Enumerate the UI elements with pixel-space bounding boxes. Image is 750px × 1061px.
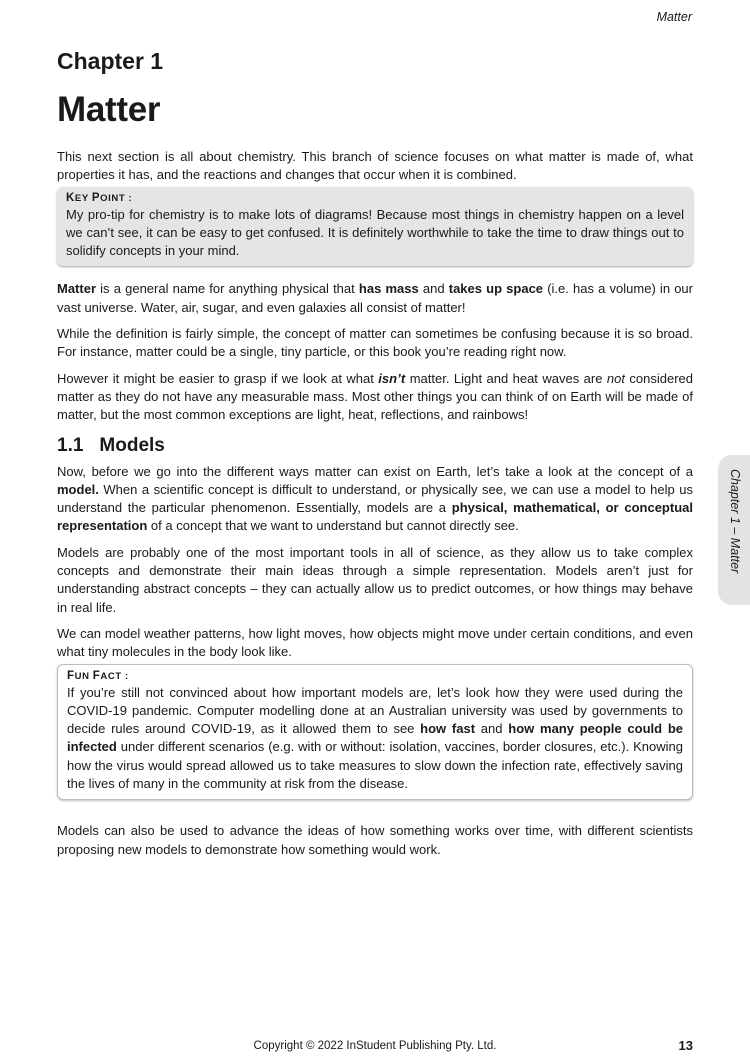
key-point-box [57, 187, 693, 267]
fun-fact-box [57, 664, 693, 801]
fun-fact-label: FUN FACT : [67, 669, 129, 682]
fun-fact-text: If you’re still not convinced about how important models are, let’s look how they were used during the COVID-19 pandemic. Computer modelling done at an Australian university was used by governments to decide rules around COVID-19, as it allowed them to see how fast and how many people could be infected under different scenarios (e.g. with or without: isolation, vaccines, border closures, etc.). Knowing how the virus would spread allowed us to take measures to slow down the infection rate, effectively saving the lives of many in the community at risk from the disease. [67, 684, 683, 792]
intro-paragraph: This next section is all about chemistry. This branch of science focuses on what matter is made of, what properties it has, and the reactions and changes that occur when it is combined. [57, 149, 693, 183]
matter-definition-paragraph: Matter is a general name for anything physical that has mass and takes up space (i.e. has a volume) in our vast universe. Water, air, sugar, and even galaxies all consist of matter! [57, 281, 693, 315]
weather-paragraph: We can model weather patterns, how light moves, how objects might move under certain conditions, and even what tiny molecules in the body look like. [57, 625, 693, 660]
definition-paragraph: While the definition is fairly simple, the concept of matter can sometimes be confusing because it is so broad. For instance, matter could be a single, tiny particle, or this book you’re reading right now. [57, 326, 693, 360]
tools-paragraph: Models are probably one of the most important tools in all of science, as they allow us to take complex concepts and demonstrate their main ideas through a simple representation. Models aren’t just for understanding abstract concepts – they can actually allow us to predict outcomes, or how things may behave in real life. [57, 544, 693, 615]
footer-copyright: Copyright © 2022 InStudent Publishing Pty. Ltd. [253, 1040, 497, 1052]
models-paragraph: Now, before we go into the different ways matter can exist on Earth, let’s take a look at the concept of a model. When a scientific concept is difficult to understand, or physically see, we can use a model to help us understand the particular phenomenon. Essentially, models are a physical, mathematical, or conceptual representation of a concept that we want to understand but cannot directly see. [57, 463, 693, 534]
chapter-title: Matter [57, 90, 161, 129]
side-tab-label: Chapter 1 – Matter [728, 469, 742, 574]
exceptions-paragraph: However it might be easier to grasp if we look at what isn’t matter. Light and heat waves are not considered matter as they do not have any measurable mass. Most other things you can think of on Earth will be made of matter, but the most common exceptions are light, heat, reflections, and rainbows! [57, 370, 693, 423]
section-title: Models [99, 434, 165, 456]
running-header: Matter [656, 10, 692, 24]
key-point-text: My pro-tip for chemistry is to make lots of diagrams! Because most things in chemistry happen on a level we can’t see, it can be easy to get confused. It is definitely worthwhile to take the time to draw things out to solidify concepts in your mind. [66, 206, 684, 259]
page-content [57, 148, 693, 867]
closing-paragraph: Models can also be used to advance the ideas of how something works over time, with different scientists proposing new models to demonstrate how something would work. [57, 823, 693, 857]
page-number: 13 [678, 1038, 693, 1053]
chapter-side-tab [718, 455, 750, 605]
section-number: 1.1 [57, 434, 84, 456]
key-point-label: KEY POINT : [66, 191, 133, 204]
chapter-label: Chapter 1 [57, 48, 164, 74]
section-heading [57, 435, 693, 457]
